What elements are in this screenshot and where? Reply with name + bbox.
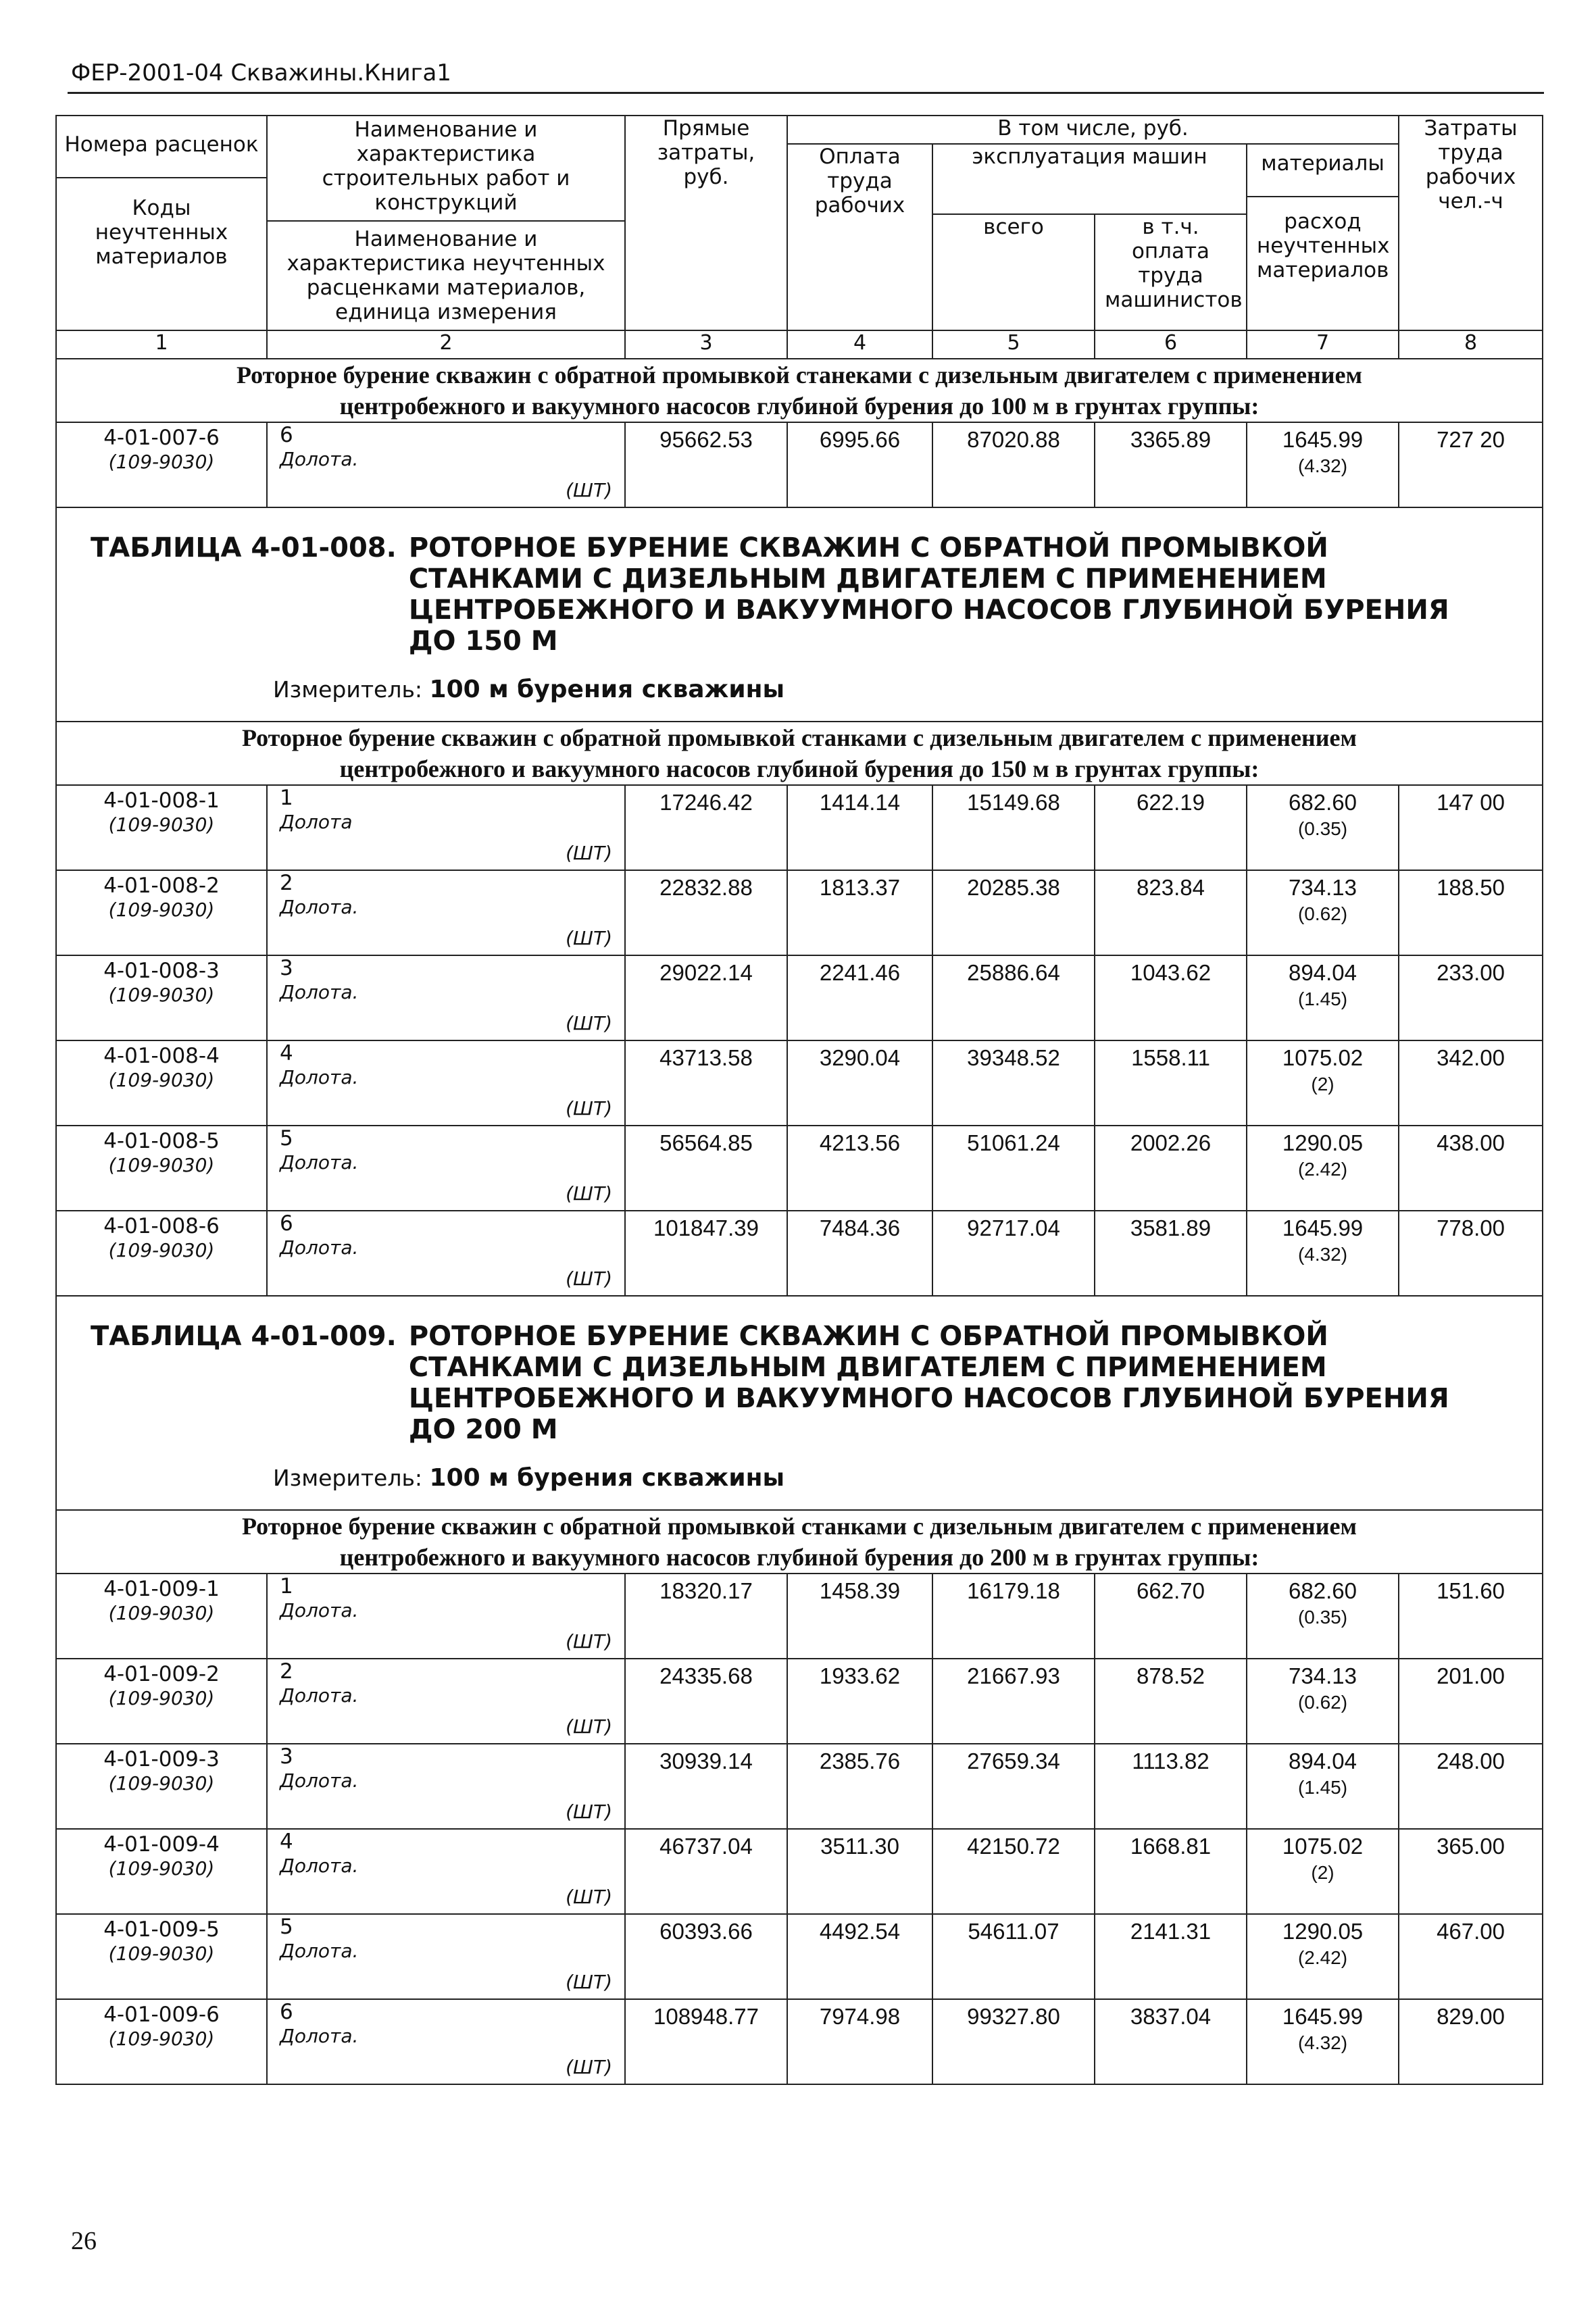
value-machines: 42150.72 (932, 1829, 1095, 1914)
material-unit: (ШТ) (566, 1886, 612, 1908)
value-machines: 27659.34 (932, 1744, 1095, 1829)
column-number: 8 (1399, 330, 1543, 359)
material-name: Долота. (280, 1769, 359, 1792)
value-materials: 1075.02 (1282, 1045, 1364, 1070)
value-direct: 56564.85 (625, 1126, 787, 1211)
header-materials-bottom: расход неучтенных материалов (1257, 209, 1390, 282)
material-code: (109-9030) (108, 1154, 215, 1176)
material-name: Долота. (280, 1940, 359, 1962)
name-cell (267, 1211, 625, 1296)
page-number: 26 (71, 2227, 97, 2255)
soil-group: 3 (280, 1744, 293, 1769)
value-materials-cell (1247, 1914, 1399, 1999)
value-machines: 16179.18 (932, 1574, 1095, 1659)
material-quantity: (0.35) (1297, 1607, 1348, 1628)
value-materials-cell (1247, 870, 1399, 955)
material-quantity: (4.32) (1297, 2032, 1348, 2053)
value-direct: 43713.58 (625, 1040, 787, 1126)
value-machines: 21667.93 (932, 1659, 1095, 1744)
material-code: (109-9030) (108, 451, 215, 473)
value-materials: 1290.05 (1282, 1919, 1364, 1944)
table-row (56, 1126, 1543, 1211)
header-materials-top: материалы (1247, 145, 1398, 197)
soil-group: 3 (280, 956, 293, 980)
material-unit: (ШТ) (566, 1097, 612, 1120)
column-number: 1 (56, 330, 267, 359)
value-labor: 188.50 (1399, 870, 1543, 955)
header-rule (68, 92, 1544, 94)
value-materials: 1645.99 (1282, 427, 1364, 452)
table-row (56, 870, 1543, 955)
value-machinist: 1043.62 (1095, 955, 1247, 1040)
name-cell (267, 422, 625, 507)
value-labor: 467.00 (1399, 1914, 1543, 1999)
value-direct: 108948.77 (625, 1999, 787, 2084)
table-title-line (91, 532, 1522, 657)
rate-code-cell (56, 1574, 267, 1659)
rate-code-cell (56, 870, 267, 955)
rate-code: 4-01-007-6 (103, 426, 220, 450)
value-labor: 342.00 (1399, 1040, 1543, 1126)
value-machines: 25886.64 (932, 955, 1095, 1040)
table-row (56, 1659, 1543, 1744)
measure-value: 100 м бурения скважины (429, 676, 785, 703)
value-wage: 2241.46 (787, 955, 932, 1040)
value-materials: 1645.99 (1282, 1215, 1364, 1240)
material-code: (109-9030) (108, 1772, 215, 1794)
rate-code-cell (56, 1211, 267, 1296)
value-labor: 365.00 (1399, 1829, 1543, 1914)
table-row (56, 1040, 1543, 1126)
rate-code: 4-01-009-6 (103, 2003, 220, 2027)
material-unit: (ШТ) (566, 1267, 612, 1290)
table-title-row (56, 1296, 1543, 1510)
value-labor: 151.60 (1399, 1574, 1543, 1659)
column-number: 3 (625, 330, 787, 359)
value-materials-cell (1247, 1574, 1399, 1659)
material-name: Долота. (280, 1855, 359, 1877)
section-heading (56, 722, 1543, 785)
material-code: (109-9030) (108, 1069, 215, 1091)
value-direct: 17246.42 (625, 785, 787, 870)
soil-group: 6 (280, 2000, 293, 2024)
soil-group: 1 (280, 786, 293, 810)
value-machinist: 1668.81 (1095, 1829, 1247, 1914)
material-quantity: (0.35) (1297, 818, 1348, 839)
price-table-frame (55, 115, 1542, 2138)
table-title-row (56, 507, 1543, 722)
material-code: (109-9030) (108, 813, 215, 836)
section-heading-line: Роторное бурение скважин с обратной промывкой станками с дизельным двигателем с применением (242, 1513, 1357, 1540)
price-table (55, 115, 1543, 2085)
value-labor: 727 20 (1399, 422, 1543, 507)
name-cell (267, 1659, 625, 1744)
header-labor: Затраты труда рабочих чел.-ч (1399, 116, 1543, 330)
table-number: ТАБЛИЦА 4-01-009. (91, 1321, 397, 1352)
value-direct: 30939.14 (625, 1744, 787, 1829)
rate-code-cell (56, 1829, 267, 1914)
material-unit: (ШТ) (566, 927, 612, 949)
value-materials-cell (1247, 1126, 1399, 1211)
value-direct: 18320.17 (625, 1574, 787, 1659)
rate-code: 4-01-008-3 (103, 959, 220, 983)
rate-code: 4-01-009-1 (103, 1577, 220, 1601)
column-number: 4 (787, 330, 932, 359)
value-wage: 1933.62 (787, 1659, 932, 1744)
column-number: 6 (1095, 330, 1247, 359)
column-number: 7 (1247, 330, 1399, 359)
value-materials: 894.04 (1289, 960, 1357, 985)
name-cell (267, 1829, 625, 1914)
material-unit: (ШТ) (566, 479, 612, 501)
header-name-top: Наименование и характеристика строительных работ и конструкций (268, 116, 624, 222)
material-quantity: (0.62) (1297, 903, 1348, 924)
name-cell (267, 1914, 625, 1999)
table-heading: РОТОРНОЕ БУРЕНИЕ СКВАЖИН С ОБРАТНОЙ ПРОМЫВКОЙ СТАНКАМИ С ДИЗЕЛЬНЫМ ДВИГАТЕЛЕМ С ПРИМЕНЕНИЕМ ЦЕНТРОБЕЖНОГО И ВАКУУМНОГО НАСОСОВ ГЛУБИНОЙ БУРЕНИЯ ДО 150 М (408, 532, 1449, 657)
name-cell (267, 785, 625, 870)
value-machinist: 3581.89 (1095, 1211, 1247, 1296)
header-direct-costs: Прямые затраты, руб. (625, 116, 787, 330)
section-heading (56, 1510, 1543, 1574)
value-wage: 4492.54 (787, 1914, 932, 1999)
value-materials-cell (1247, 1744, 1399, 1829)
column-number: 2 (267, 330, 625, 359)
value-materials: 682.60 (1289, 1578, 1357, 1603)
rate-code: 4-01-008-4 (103, 1044, 220, 1068)
material-code: (109-9030) (108, 1687, 215, 1709)
value-wage: 1813.37 (787, 870, 932, 955)
rate-code-cell (56, 955, 267, 1040)
material-name: Долота. (280, 1684, 359, 1707)
value-wage: 7484.36 (787, 1211, 932, 1296)
soil-group: 6 (280, 423, 293, 447)
value-labor: 438.00 (1399, 1126, 1543, 1211)
table-row (56, 1829, 1543, 1914)
rate-code: 4-01-008-6 (103, 1214, 220, 1238)
value-materials-cell (1247, 1211, 1399, 1296)
value-machinist: 823.84 (1095, 870, 1247, 955)
material-code: (109-9030) (108, 1239, 215, 1261)
value-materials-cell (1247, 1999, 1399, 2084)
header-machinist-wage: в т.ч. оплата труда машинистов (1095, 214, 1247, 330)
running-header: ФЕР-2001-04 Скважины.Книга1 (71, 59, 451, 86)
measure-line (273, 1464, 1522, 1492)
name-cell (267, 1744, 625, 1829)
material-unit: (ШТ) (566, 1182, 612, 1205)
soil-group: 4 (280, 1830, 293, 1854)
table-title-line (91, 1321, 1522, 1445)
value-materials: 894.04 (1289, 1749, 1357, 1774)
section-heading (56, 359, 1543, 422)
material-name: Долота. (280, 2025, 359, 2047)
material-name: Долота. (280, 1599, 359, 1621)
material-code: (109-9030) (108, 1602, 215, 1624)
material-name: Долота. (280, 1066, 359, 1088)
material-unit: (ШТ) (566, 842, 612, 864)
name-cell (267, 1999, 625, 2084)
soil-group: 2 (280, 871, 293, 895)
material-name: Долота. (280, 1236, 359, 1259)
rate-code: 4-01-009-2 (103, 1662, 220, 1686)
table-row (56, 955, 1543, 1040)
material-name: Долота. (280, 448, 359, 470)
value-machines: 15149.68 (932, 785, 1095, 870)
material-name: Долота. (280, 896, 359, 918)
rate-code-cell (56, 422, 267, 507)
value-labor: 778.00 (1399, 1211, 1543, 1296)
value-materials: 734.13 (1289, 875, 1357, 900)
material-code: (109-9030) (108, 899, 215, 921)
section-heading-line: Роторное бурение скважин с обратной промывкой станками с дизельным двигателем с применением (242, 724, 1357, 751)
soil-group: 6 (280, 1211, 293, 1236)
name-cell (267, 1574, 625, 1659)
rate-code-cell (56, 1914, 267, 1999)
section-heading-line: центробежного и вакуумного насосов глубиной бурения до 200 м в грунтах группы: (339, 1544, 1260, 1571)
material-code: (109-9030) (108, 2028, 215, 2050)
material-name: Долота. (280, 981, 359, 1003)
value-labor: 829.00 (1399, 1999, 1543, 2084)
value-direct: 22832.88 (625, 870, 787, 955)
rate-code-cell (56, 1744, 267, 1829)
value-machinist: 3837.04 (1095, 1999, 1247, 2084)
material-quantity: (2.42) (1297, 1159, 1348, 1180)
value-labor: 201.00 (1399, 1659, 1543, 1744)
value-labor: 233.00 (1399, 955, 1543, 1040)
header-machines-total: всего (932, 214, 1095, 330)
value-machinist: 3365.89 (1095, 422, 1247, 507)
material-unit: (ШТ) (566, 1801, 612, 1823)
rate-code-cell (56, 1999, 267, 2084)
value-materials: 1645.99 (1282, 2004, 1364, 2029)
table-number: ТАБЛИЦА 4-01-008. (91, 532, 397, 563)
table-heading: РОТОРНОЕ БУРЕНИЕ СКВАЖИН С ОБРАТНОЙ ПРОМЫВКОЙ СТАНКАМИ С ДИЗЕЛЬНЫМ ДВИГАТЕЛЕМ С ПРИМЕНЕНИЕМ ЦЕНТРОБЕЖНОГО И ВАКУУМНОГО НАСОСОВ ГЛУБИНОЙ БУРЕНИЯ ДО 200 М (408, 1321, 1449, 1445)
header-incl-group: В том числе, руб. (787, 116, 1399, 144)
table-row (56, 1211, 1543, 1296)
rate-code: 4-01-008-2 (103, 874, 220, 898)
rate-code: 4-01-009-5 (103, 1917, 220, 1942)
value-direct: 60393.66 (625, 1914, 787, 1999)
material-name: Долота (280, 811, 353, 833)
table-row (56, 422, 1543, 507)
value-direct: 95662.53 (625, 422, 787, 507)
material-quantity: (4.32) (1297, 455, 1348, 476)
section-heading-line: центробежного и вакуумного насосов глубиной бурения до 150 м в грунтах группы: (339, 755, 1260, 782)
value-machines: 39348.52 (932, 1040, 1095, 1126)
table-row (56, 1914, 1543, 1999)
material-code: (109-9030) (108, 984, 215, 1006)
value-machinist: 622.19 (1095, 785, 1247, 870)
value-direct: 29022.14 (625, 955, 787, 1040)
value-direct: 101847.39 (625, 1211, 787, 1296)
value-machines: 99327.80 (932, 1999, 1095, 2084)
value-materials: 682.60 (1289, 790, 1357, 815)
rate-code: 4-01-008-5 (103, 1129, 220, 1153)
header-codes-bottom: Коды неучтенных материалов (95, 196, 228, 269)
value-wage: 1414.14 (787, 785, 932, 870)
section-heading-row (56, 1510, 1543, 1574)
value-labor: 147 00 (1399, 785, 1543, 870)
value-wage: 6995.66 (787, 422, 932, 507)
material-quantity: (1.45) (1297, 1777, 1348, 1798)
value-machinist: 1558.11 (1095, 1040, 1247, 1126)
value-wage: 4213.56 (787, 1126, 932, 1211)
value-machinist: 1113.82 (1095, 1744, 1247, 1829)
value-materials-cell (1247, 1829, 1399, 1914)
name-cell (267, 870, 625, 955)
value-materials-cell (1247, 955, 1399, 1040)
header-machines-group: эксплуатация машин (932, 144, 1247, 214)
header-materials (1247, 144, 1399, 330)
material-unit: (ШТ) (566, 1012, 612, 1034)
rate-code: 4-01-008-1 (103, 788, 220, 813)
soil-group: 4 (280, 1041, 293, 1065)
material-unit: (ШТ) (566, 1715, 612, 1738)
value-materials: 734.13 (1289, 1663, 1357, 1688)
table-row (56, 1574, 1543, 1659)
value-machines: 54611.07 (932, 1914, 1095, 1999)
header-codes (56, 116, 267, 330)
value-wage: 7974.98 (787, 1999, 932, 2084)
value-machines: 20285.38 (932, 870, 1095, 955)
name-cell (267, 1040, 625, 1126)
value-materials-cell (1247, 422, 1399, 507)
material-unit: (ШТ) (566, 1971, 612, 1993)
header-codes-top: Номера расценок (57, 116, 266, 178)
material-quantity: (4.32) (1297, 1244, 1348, 1265)
value-materials-cell (1247, 1040, 1399, 1126)
rate-code-cell (56, 1659, 267, 1744)
material-unit: (ШТ) (566, 2056, 612, 2078)
column-number: 5 (932, 330, 1095, 359)
value-labor: 248.00 (1399, 1744, 1543, 1829)
value-materials: 1290.05 (1282, 1130, 1364, 1155)
value-materials: 1075.02 (1282, 1834, 1364, 1859)
table-row (56, 1744, 1543, 1829)
value-machines: 51061.24 (932, 1126, 1095, 1211)
material-code: (109-9030) (108, 1857, 215, 1880)
material-quantity: (0.62) (1297, 1692, 1348, 1713)
rate-code-cell (56, 1040, 267, 1126)
table-title (56, 1296, 1543, 1510)
material-quantity: (2) (1311, 1074, 1335, 1095)
material-quantity: (2.42) (1297, 1947, 1348, 1968)
table-header-row (56, 116, 1543, 144)
section-heading-row (56, 359, 1543, 422)
measure-label: Измеритель: (273, 676, 423, 703)
value-machines: 92717.04 (932, 1211, 1095, 1296)
material-name: Долота. (280, 1151, 359, 1174)
header-wage: Оплата труда рабочих (787, 144, 932, 330)
value-machinist: 2141.31 (1095, 1914, 1247, 1999)
value-wage: 2385.76 (787, 1744, 932, 1829)
measure-label: Измеритель: (273, 1465, 423, 1491)
column-number-row (56, 330, 1543, 359)
section-heading-line: Роторное бурение скважин с обратной промывкой станеками с дизельным двигателем с применением (236, 361, 1362, 388)
name-cell (267, 1126, 625, 1211)
rate-code: 4-01-009-3 (103, 1747, 220, 1771)
rate-code-cell (56, 1126, 267, 1211)
value-direct: 24335.68 (625, 1659, 787, 1744)
material-unit: (ШТ) (566, 1630, 612, 1653)
measure-value: 100 м бурения скважины (429, 1464, 785, 1492)
measure-line (273, 676, 1522, 703)
header-name-bottom: Наименование и характеристика неучтенных расценками материалов, единица измерения (286, 227, 605, 324)
value-machines: 87020.88 (932, 422, 1095, 507)
value-materials-cell (1247, 1659, 1399, 1744)
value-direct: 46737.04 (625, 1829, 787, 1914)
value-materials-cell (1247, 785, 1399, 870)
value-machinist: 2002.26 (1095, 1126, 1247, 1211)
rate-code-cell (56, 785, 267, 870)
value-wage: 3290.04 (787, 1040, 932, 1126)
header-name (267, 116, 625, 330)
soil-group: 1 (280, 1574, 293, 1599)
soil-group: 5 (280, 1126, 293, 1151)
value-machinist: 878.52 (1095, 1659, 1247, 1744)
name-cell (267, 955, 625, 1040)
value-wage: 1458.39 (787, 1574, 932, 1659)
section-heading-line: центробежного и вакуумного насосов глубиной бурения до 100 м в грунтах группы: (339, 393, 1260, 420)
material-quantity: (2) (1311, 1862, 1335, 1883)
table-row (56, 785, 1543, 870)
table-title (56, 507, 1543, 722)
soil-group: 5 (280, 1915, 293, 1939)
value-machinist: 662.70 (1095, 1574, 1247, 1659)
soil-group: 2 (280, 1659, 293, 1684)
value-wage: 3511.30 (787, 1829, 932, 1914)
section-heading-row (56, 722, 1543, 785)
material-quantity: (1.45) (1297, 988, 1348, 1009)
table-row (56, 1999, 1543, 2084)
rate-code: 4-01-009-4 (103, 1832, 220, 1857)
material-code: (109-9030) (108, 1942, 215, 1965)
